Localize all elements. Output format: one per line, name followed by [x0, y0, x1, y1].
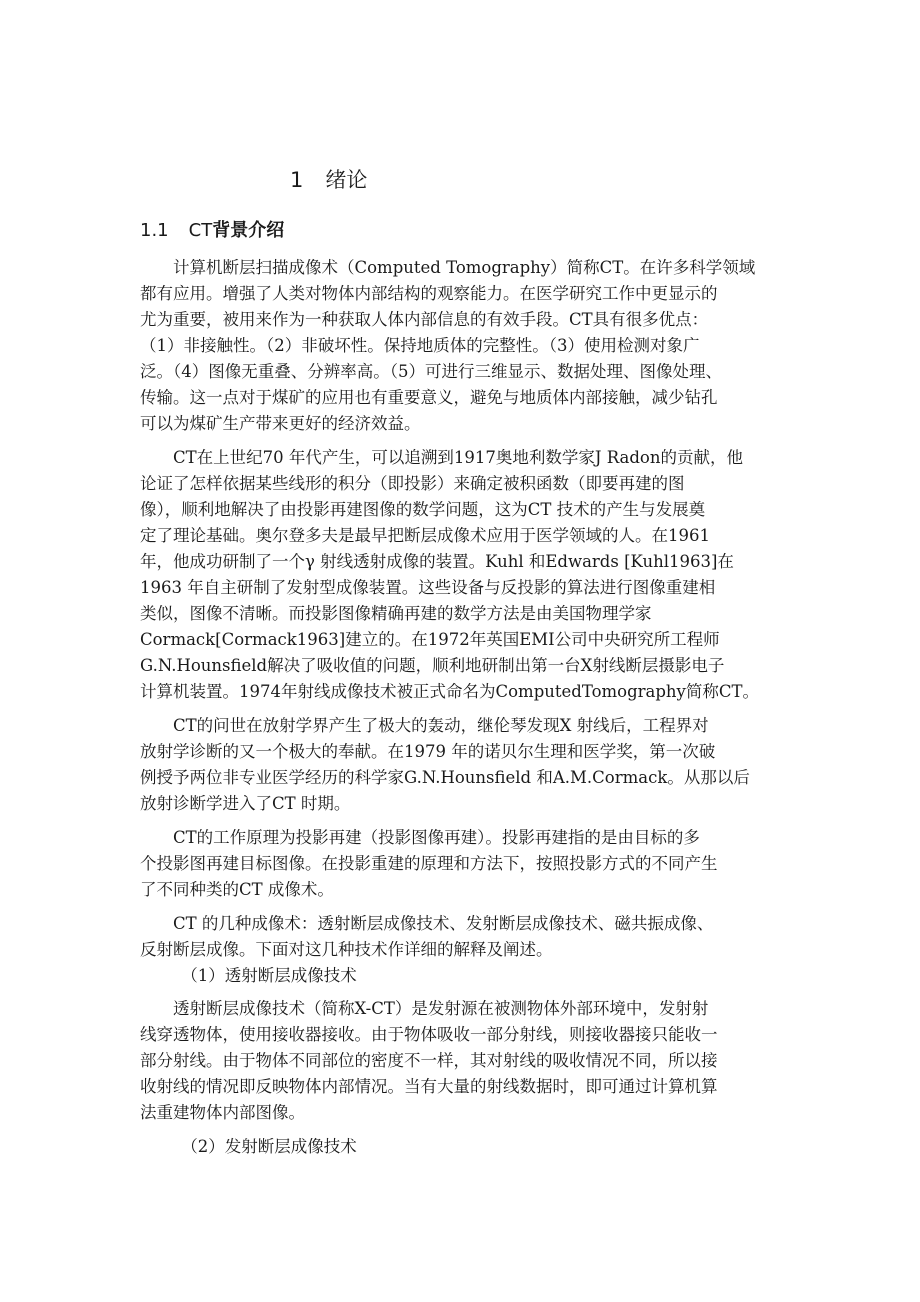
text-line: 线穿透物体，使用接收器接收。由于物体吸收一部分射线，则接收器接只能收一 — [140, 1025, 718, 1044]
text-line: 1963 年自主研制了发射型成像装置。这些设备与反投影的算法进行图像重建相 — [140, 578, 716, 597]
text-line: 尤为重要，被用来作为一种获取人体内部信息的有效手段。CT具有很多优点： — [140, 310, 709, 329]
text-line: Cormack[Cormack1963]建立的。在1972年英国EMI公司中央研究所工程师 — [140, 630, 720, 649]
text-line: 类似，图像不清晰。而投影图像精确再建的数学方法是由美国物理学家 — [140, 604, 652, 623]
chapter-number: 1 — [290, 168, 304, 192]
text-line: CT的问世在放射学界产生了极大的轰动，继伦琴发现X 射线后，工程界对 — [140, 716, 709, 735]
section-title-text: 背景介绍 — [212, 220, 285, 241]
chapter-title — [290, 164, 367, 194]
text-line: 了不同种类的CT 成像术。 — [140, 880, 334, 899]
text-line: （1）透射断层成像技术 — [140, 966, 357, 985]
text-line: 透射断层成像技术（简称X-CT）是发射源在被测物体外部环境中，发射射 — [140, 999, 709, 1018]
section-title — [140, 216, 284, 242]
text-line: 法重建物体内部图像。 — [140, 1103, 305, 1122]
text-line: 例授予两位非专业医学经历的科学家G.N.Hounsfield 和A.M.Cormack。从那以后 — [140, 768, 750, 787]
text-line: 定了理论基础。奥尔登多夫是最早把断层成像术应用于医学领域的人。在1961 — [140, 526, 710, 545]
text-line: 计算机断层扫描成像术（Computed Tomography）简称CT。在许多科学领域 — [140, 258, 756, 277]
text-line: 论证了怎样依据某些线形的积分（即投影）来确定被积函数（即要再建的图 — [140, 474, 685, 493]
text-line: 传输。这一点对于煤矿的应用也有重要意义，避免与地质体内部接触，减少钻孔 — [140, 388, 718, 407]
text-line: 年，他成功研制了一个γ 射线透射成像的装置。Kuhl 和Edwards [Kuhl1963]在 — [140, 552, 734, 571]
text-line: CT的工作原理为投影再建（投影图像再建）。投影再建指的是由目标的多 — [140, 828, 700, 847]
text-line: 放射诊断学进入了CT 时期。 — [140, 794, 351, 813]
text-line: G.N.Hounsfield解决了吸收值的问题，顺利地研制出第一台X射线断层摄影电子 — [140, 656, 725, 675]
section-title-prefix: CT — [188, 220, 213, 241]
text-line: 泛。（4）图像无重叠、分辨率高。（5）可进行三维显示、数据处理、图像处理、 — [140, 362, 722, 381]
text-line: 反射断层成像。下面对这几种技术作详细的解释及阐述。 — [140, 940, 553, 959]
text-line: 部分射线。由于物体不同部位的密度不一样，其对射线的吸收情况不同，所以接 — [140, 1051, 718, 1070]
text-line: 可以为煤矿生产带来更好的经济效益。 — [140, 414, 421, 433]
text-line: 收射线的情况即反映物体内部情况。当有大量的射线数据时，即可通过计算机算 — [140, 1077, 718, 1096]
text-line: 个投影图再建目标图像。在投影重建的原理和方法下，按照投影方式的不同产生 — [140, 854, 718, 873]
text-line: （2）发射断层成像技术 — [140, 1137, 357, 1156]
text-line: 计算机装置。1974年射线成像技术被正式命名为ComputedTomography简称CT。 — [140, 682, 760, 701]
text-line: CT 的几种成像术：透射断层成像技术、发射断层成像技术、磁共振成像、 — [140, 914, 714, 933]
section-number: 1.1 — [140, 220, 169, 241]
text-line: 像），顺利地解决了由投影再建图像的数学问题，这为CT 技术的产生与发展奠 — [140, 500, 706, 519]
text-line: （1）非接触性。（2）非破坏性。保持地质体的完整性。（3）使用检测对象广 — [140, 336, 700, 355]
text-line: CT在上世纪70 年代产生，可以追溯到1917奥地利数学家J Radon的贡献，他 — [140, 448, 743, 467]
text-line: 放射学诊断的又一个极大的奉献。在1979 年的诺贝尔生理和医学奖，第一次破 — [140, 742, 716, 761]
text-line: 都有应用。增强了人类对物体内部结构的观察能力。在医学研究工作中更显示的 — [140, 284, 718, 303]
chapter-title-text: 绪论 — [325, 168, 368, 192]
